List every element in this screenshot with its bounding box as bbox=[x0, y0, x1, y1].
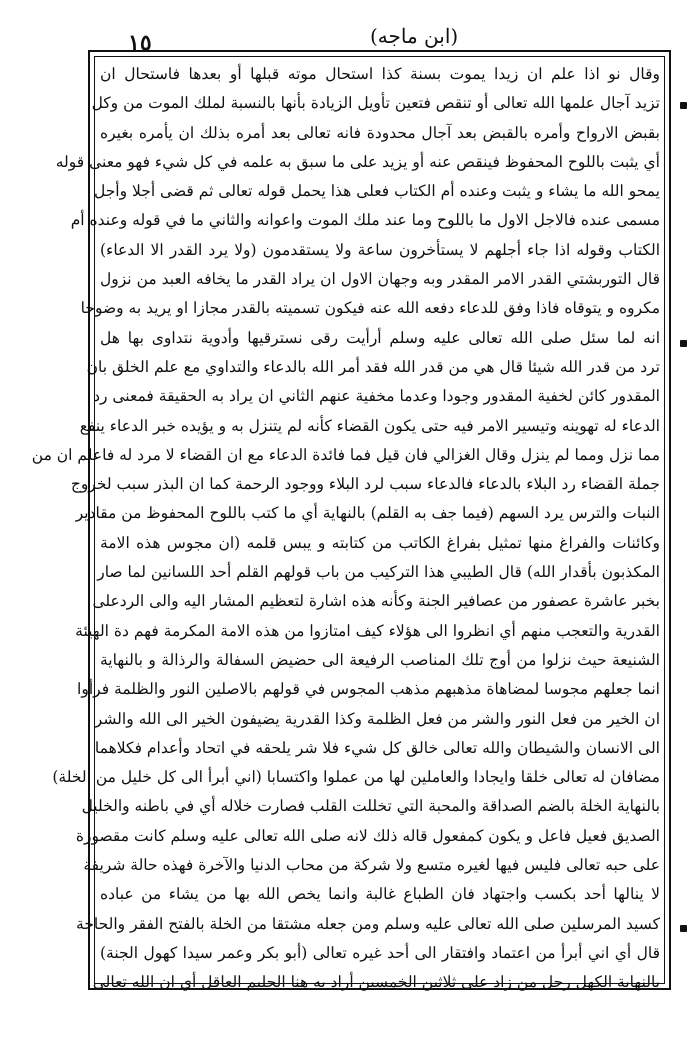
text-line: مضافان له تعالى خلقا وايجادا والعاملين لها من عملوا واكتسابا (اني أبرأ الى كل خليل من الخلة) bbox=[52, 768, 660, 787]
text-line: قال أي اني أبرأ من اعتماد وافتقار الى أحد غيره تعالى (أبو بكر وعمر سيدا كهول الجنة) bbox=[100, 943, 660, 962]
text-line: المكذبون بأقدار الله) قال الطيبي هذا التركيب من باب قولهم القلم أحد اللسانين لما صار bbox=[97, 563, 660, 582]
text-line: الصديق فعيل فاعل و يكون كمفعول قاله ذلك لانه صلى الله تعالى عليه وسلم كانت مقصورة bbox=[75, 826, 660, 845]
text-line: القدرية والتعجب منهم أي انظروا الى هؤلاء كيف امتازوا من هذه الامة المكرمة فهم دة الهيئة bbox=[75, 621, 660, 640]
text-line: مكروه و يتوقاه فاذا وفق للدعاء دفعه الله عنه فيكون تسميته بالقدر مجازا او يريد به وضوحا bbox=[80, 299, 660, 318]
page-number: ١٥ bbox=[128, 30, 152, 56]
margin-mark bbox=[680, 925, 687, 932]
text-line: الدعاء له تهوينه وتيسير الامر فيه حتى يكون القضاء كأنه لم يتنزل به و يؤيده خبر الدعاء ينفع bbox=[79, 416, 660, 435]
text-line: وكائنات والفراغ منها تمثيل بفراغ الكاتب من كتابته و يبس قلمه (ان مجوس هذه الامة bbox=[100, 533, 660, 552]
text-line: المقدور كائن لخفية المقدور وجودا وعدما مخفية عنهم الثاني ان يراد به الحقيقة فمعنى رد bbox=[93, 387, 660, 406]
text-line: الى الانسان والشيطان والله تعالى خالق كل شيء فلا شر يلحقه في اتحاد وأعدام فكلاهما bbox=[94, 738, 660, 757]
margin-mark bbox=[680, 102, 687, 109]
text-line: ترد من قدر الله شيئا قال هي من قدر الله فقد أمر الله بالدعاء والتداوي مع علم الخلق بان bbox=[86, 357, 660, 376]
text-line: انما جعلهم مجوسا لمضاهاة مذهبهم مذهب المجوس في قولهم بالاصلين النور والظلمة فرأوا bbox=[77, 680, 660, 699]
text-line: تزيد آجال علمها الله تعالى أو تنقص فتعين تأويل الزيادة بأنها بالنسبة لملك الموت من وكل bbox=[91, 94, 660, 113]
text-line: قال التوربشتي القدر الامر المقدر وبه وجهان الاول ان يراد القدر ما يخافه العبد من نزول bbox=[100, 270, 660, 289]
body-text bbox=[31, 60, 660, 992]
text-line: أي يثبت باللوح المحفوظ فينقص عنه أو يزيد على ما سبق به علمه في كل شيء فهو معنى قوله bbox=[55, 152, 660, 171]
text-line: لا ينالها أحد بكسب واجتهاد فان الطباع غالبة وانما يخص الله بها من يشاء من عباده bbox=[100, 885, 660, 904]
text-line: الشنيعة حيث نزلوا من أوج تلك المناصب الرفيعة الى حضيض السفالة والرذالة و بالنهاية bbox=[100, 650, 660, 669]
text-line: بخبر عاشرة عصفور من عصافير الجنة وكأنه هذه اشارة لتعظيم المشار اليه والى الردعلى bbox=[92, 592, 660, 611]
margin-mark bbox=[680, 340, 687, 347]
text-line: ان الخير من فعل النور والشر من فعل الظلمة وكذا القدرية يضيفون الخير الى الله والشر bbox=[94, 709, 660, 728]
text-line: يمحو الله ما يشاء و يثبت وعنده أم الكتاب فعلى هذا يحمل قوله تعالى ثم قضى أجلا وأجل bbox=[93, 182, 660, 201]
text-line: بقبض الارواح وأمره بالقبض بعد آجال محدودة فانه تعالى بعد أمره بذلك ان يأمره بغيره bbox=[100, 123, 660, 142]
text-line: انه لما سئل صلى الله تعالى عليه وسلم أرأيت رقى نسترقيها وأدوية نتداوى بها هل bbox=[100, 328, 660, 347]
text-line: على حبه تعالى فليس فيها لغيره متسع ولا شركة من محاب الدنيا والآخرة فهذه حالة شريفة bbox=[83, 856, 660, 875]
text-line: النبات والترس يرد السهم (فيما جف به القلم) بالنهاية أي ما كتب باللوح المحفوظ من مقادير bbox=[75, 504, 660, 523]
text-line: مما نزل ومما لم ينزل وقال الغزالي فان قيل فما فائدة الدعاء مع ان القضاء لا مرد له فاعلم ان من bbox=[31, 445, 660, 464]
text-line: بالنهاية الكهل رجل من زاد على ثلاثين الخمسين أراد به هنا الحليم العاقل أي ان الله تعالى bbox=[92, 973, 660, 992]
text-line: كسيد المرسلين صلى الله تعالى عليه وسلم ومن جعله مشتقا من الخلة بالفتح الفقر والحاجة bbox=[76, 914, 660, 933]
text-line: وقال نو اذا علم ان زيدا يموت بسنة كذا استحال موته قبلها أو بعدها فاستحال ان bbox=[100, 65, 660, 83]
running-title: (ابن ماجه) bbox=[370, 24, 459, 48]
text-line: الكتاب وقوله اذا جاء أجلهم لا يستأخرون ساعة ولا يستقدمون (ولا يرد القدر الا الدعاء) bbox=[100, 240, 660, 259]
text-line: جملة القضاء رد البلاء بالدعاء فالدعاء سبب لرد البلاء ووجود الرحمة كما ان البذر سبب لخروج bbox=[70, 475, 660, 494]
text-line: بالنهاية الخلة بالضم الصداقة والمحبة التي تخللت القلب فصارت خلاله أي في باطنه والخليل bbox=[81, 797, 660, 816]
text-line: مسمى عنده فالاجل الاول ما باللوح وما عند ملك الموت واعوانه والثاني ما في قوله وعنده أم bbox=[70, 211, 660, 230]
